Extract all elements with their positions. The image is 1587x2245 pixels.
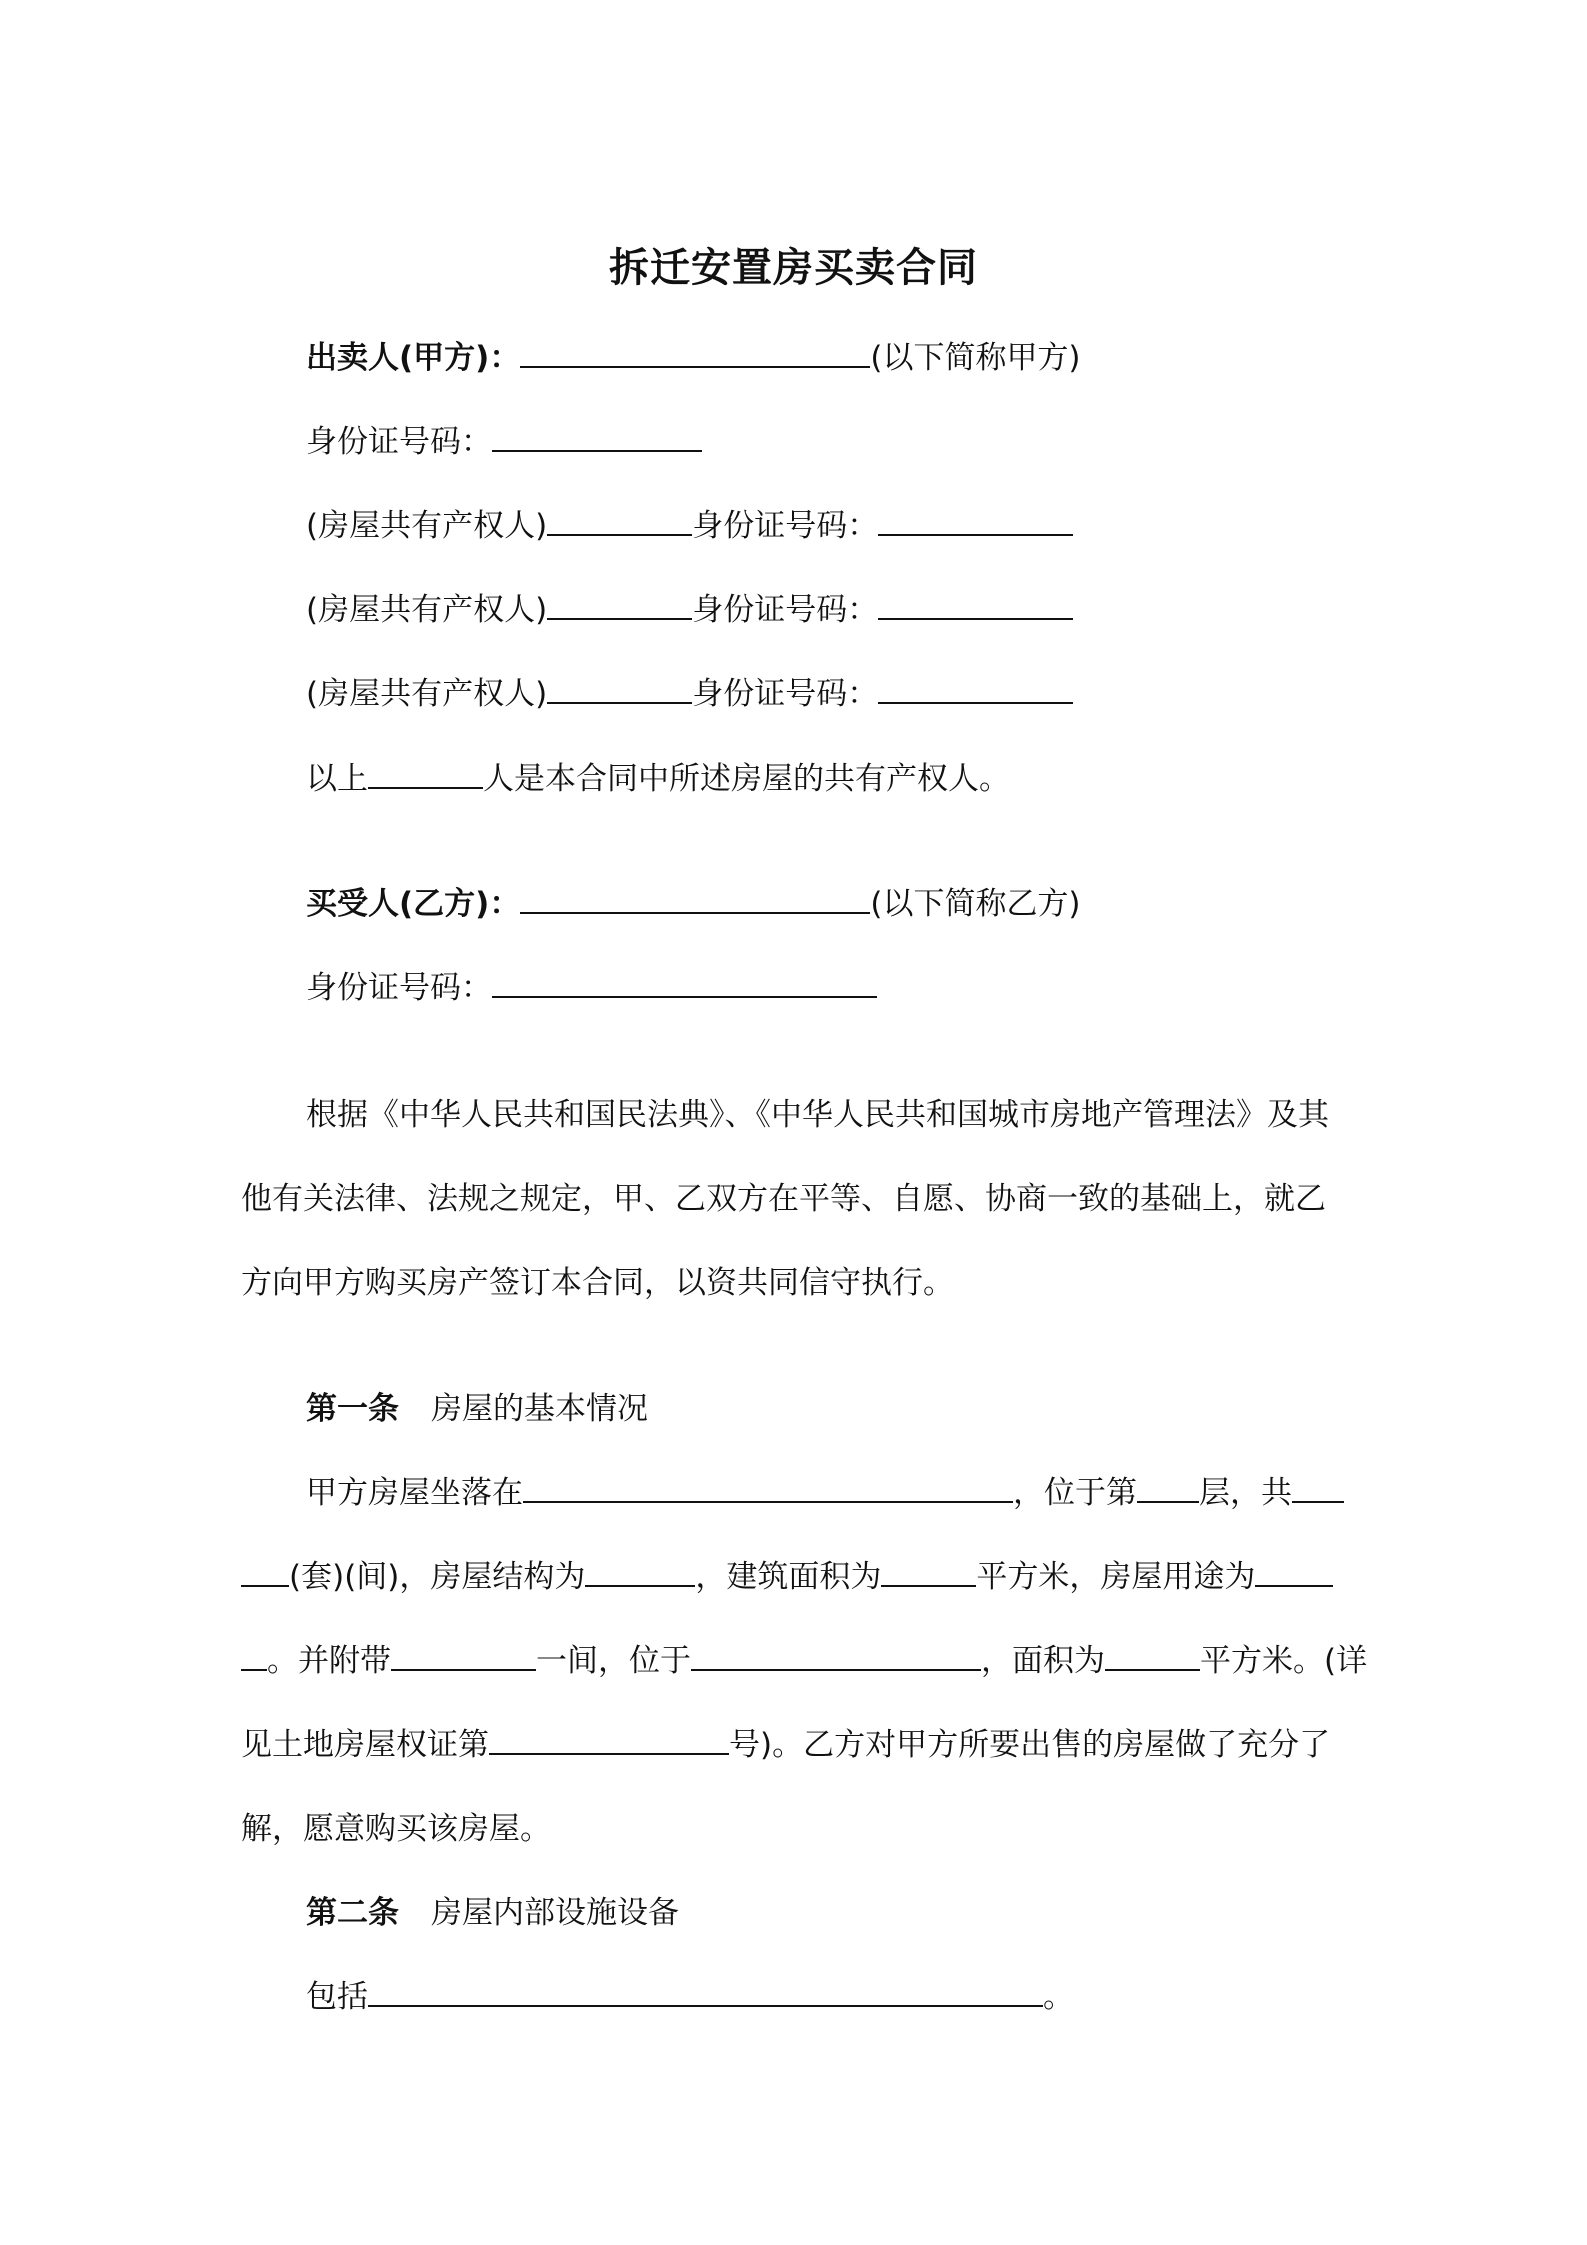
buyer-line: [306, 882, 1426, 926]
seller-id-blank[interactable]: [492, 420, 702, 452]
co-owner-id-label: 身份证号码：: [692, 592, 879, 628]
usage-blank[interactable]: [1255, 1555, 1333, 1587]
owner-count-blank[interactable]: [368, 757, 483, 789]
text: 包括: [306, 1979, 368, 2015]
co-owner-label: (房屋共有产权人): [306, 508, 548, 544]
article-1-line-3: [241, 1639, 1368, 1683]
text: 。: [1043, 1979, 1074, 2015]
co-owner-label: (房屋共有产权人): [306, 592, 548, 628]
buyer-id-blank[interactable]: [492, 966, 877, 998]
article-1-title: 房屋的基本情况: [431, 1391, 648, 1427]
article-2-number: 第二条: [306, 1895, 399, 1931]
text: 平方米，房屋用途为: [976, 1559, 1256, 1595]
buyer-suffix: (以下简称乙方): [870, 886, 1081, 922]
co-owner-name-blank[interactable]: [547, 588, 692, 620]
structure-blank[interactable]: [585, 1555, 695, 1587]
co-owner-id-label: 身份证号码：: [692, 508, 879, 544]
attached-area-blank[interactable]: [1105, 1639, 1200, 1671]
article-2-title: 房屋内部设施设备: [431, 1895, 679, 1931]
floor-blank[interactable]: [1137, 1471, 1199, 1503]
text: 。并附带: [267, 1643, 391, 1679]
seller-name-blank[interactable]: [520, 336, 870, 368]
usage-blank-cont[interactable]: [241, 1639, 267, 1671]
text: ，建筑面积为: [695, 1559, 882, 1595]
article-1-line-5: 解，愿意购买该房屋。: [241, 1811, 551, 1847]
buyer-label: 买受人(乙方)：: [306, 886, 521, 922]
text: 层，共: [1199, 1475, 1292, 1511]
co-owner-id-label: 身份证号码：: [692, 676, 879, 712]
summary-suffix: 人是本合同中所述房屋的共有产权人。: [483, 761, 1010, 797]
total-blank-cont[interactable]: [241, 1555, 289, 1587]
co-owner-line: [306, 588, 1426, 632]
total-blank[interactable]: [1292, 1471, 1344, 1503]
preamble-line-2: 他有关法律、法规之规定，甲、乙双方在平等、自愿、协商一致的基础上，就乙: [241, 1181, 1326, 1217]
buyer-id-line: [306, 966, 1426, 1010]
seller-id-line: [306, 420, 1426, 464]
co-owner-name-blank[interactable]: [547, 504, 692, 536]
preamble-line-1: 根据《中华人民共和国民法典》、《中华人民共和国城市房地产管理法》及其: [306, 1097, 1329, 1133]
text: 见土地房屋权证第: [241, 1727, 489, 1763]
article-2-heading: [306, 1891, 1426, 1935]
document-title: 拆迁安置房买卖合同: [609, 245, 978, 291]
text: ，位于第: [1013, 1475, 1137, 1511]
article-1-line-4: [241, 1723, 1361, 1767]
seller-id-label: 身份证号码：: [306, 424, 492, 460]
seller-label: 出卖人(甲方)：: [306, 340, 521, 376]
article-2-line-1: [306, 1975, 1426, 2019]
seller-suffix: (以下简称甲方): [870, 340, 1081, 376]
location-blank[interactable]: [523, 1471, 1013, 1503]
article-1-number: 第一条: [306, 1391, 399, 1427]
certificate-no-blank[interactable]: [489, 1723, 729, 1755]
co-owner-label: (房屋共有产权人): [306, 676, 548, 712]
attached-blank[interactable]: [391, 1639, 536, 1671]
co-owner-line: [306, 504, 1426, 548]
summary-prefix: 以上: [306, 761, 368, 797]
attached-location-blank[interactable]: [691, 1639, 981, 1671]
text: 一间，位于: [536, 1643, 691, 1679]
article-1-heading: [306, 1387, 1426, 1431]
co-owner-id-blank[interactable]: [878, 504, 1073, 536]
preamble-line-3: 方向甲方购买房产签订本合同，以资共同信守执行。: [241, 1265, 954, 1301]
co-owner-summary: [306, 757, 1426, 801]
co-owner-id-blank[interactable]: [878, 672, 1073, 704]
co-owner-id-blank[interactable]: [878, 588, 1073, 620]
facilities-blank[interactable]: [368, 1975, 1043, 2007]
text: 甲方房屋坐落在: [306, 1475, 523, 1511]
buyer-id-label: 身份证号码：: [306, 970, 492, 1006]
seller-line: [306, 336, 1426, 380]
article-1-line-1: [306, 1471, 1426, 1515]
co-owner-line: [306, 672, 1426, 716]
article-1-line-2: [241, 1555, 1361, 1599]
text: (套)(间)，房屋结构为: [289, 1559, 586, 1595]
area-blank[interactable]: [881, 1555, 976, 1587]
text: 号)。乙方对甲方所要出售的房屋做了充分了: [729, 1727, 1331, 1763]
co-owner-name-blank[interactable]: [547, 672, 692, 704]
buyer-name-blank[interactable]: [520, 882, 870, 914]
text: ，面积为: [981, 1643, 1105, 1679]
text: 平方米。(详: [1200, 1643, 1368, 1679]
